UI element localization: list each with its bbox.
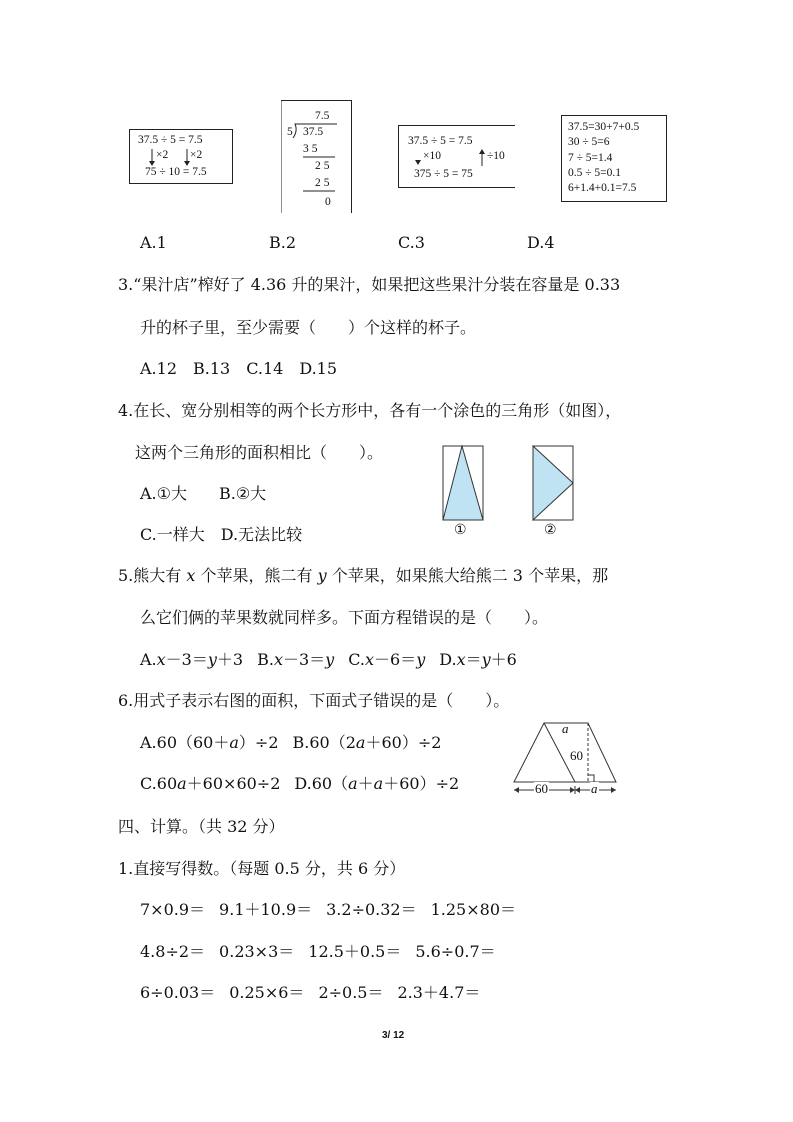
calc-row-1 (140, 900, 516, 920)
q6-line-1: 6.用式子表示右图的面积，下面式子错误的是（ ）。 (118, 691, 510, 710)
q4-label-1: ① (454, 523, 467, 538)
calc-item: 2.3＋4.7＝ (397, 983, 481, 1002)
q6-label-height: 60 (570, 748, 583, 763)
fig3-arrow-right-label: ÷10 (487, 150, 505, 162)
figure-1-box (129, 129, 233, 184)
q3-line-1: 3.“果汁店”榨好了 4.36 升的果汁，如果把这些果汁分装在容量是 0.33 (118, 275, 621, 294)
section-4-title: 四、计算。（共 32 分） (118, 817, 285, 836)
calc-item: 1.25×80＝ (430, 900, 517, 919)
q5-option-b: B.x－3＝y (257, 650, 335, 669)
q4-line-2: 这两个三角形的面积相比（ ）。 (135, 443, 384, 462)
fig2-step3: 25 (315, 177, 333, 189)
calc-item: 6÷0.03＝ (140, 983, 216, 1002)
q5-var-y: y (317, 566, 327, 585)
calc-item: 5.6÷0.7＝ (415, 942, 496, 961)
q6-options-row-1 (140, 733, 441, 753)
figure-3-box (398, 125, 515, 188)
fig3-arrow-left-label: ×10 (423, 150, 441, 162)
q5-option-c: C.x－6＝y (348, 650, 426, 669)
q5-line-1 (118, 566, 608, 586)
q4-options-row-2: C.一样大 D.无法比较 (140, 525, 303, 544)
q6-option-b: B.60（2a＋60）÷2 (292, 733, 442, 752)
q4-triangle-1 (443, 446, 483, 520)
calc-row-2 (140, 942, 496, 962)
q2-option-d: D.4 (527, 233, 555, 252)
q3-line-2: 升的杯子里，至少需要（ ）个这样的杯子。 (140, 318, 477, 337)
q5-var-x: x (186, 566, 196, 585)
fig3-arrow-left-head (415, 160, 421, 165)
q6-label-top-a: a (562, 721, 569, 736)
calc-item: 12.5＋0.5＝ (308, 942, 402, 961)
q4-options-row-1: A.①大 B.②大 (140, 484, 267, 503)
calc-row-3 (140, 983, 480, 1003)
fig2-step2: 25 (315, 160, 333, 172)
q6-option-c: C.60a＋60×60÷2 (140, 774, 281, 793)
figure-4-box (561, 115, 667, 202)
calc-item: 0.23×3＝ (219, 942, 295, 961)
q6-label-bottom-left: 60 (535, 781, 548, 796)
fig2-remainder: 0 (325, 196, 331, 208)
q2-option-c: C.3 (398, 233, 425, 252)
section-4-sub-1: 1.直接写得数。（每题 0.5 分，共 6 分） (118, 859, 406, 878)
fig4-line-3: 7 ÷ 5=1.4 (568, 152, 613, 164)
calc-item: 3.2÷0.32＝ (326, 900, 417, 919)
calc-item: 2÷0.5＝ (318, 983, 384, 1002)
q5-line-2: 么它们俩的苹果数就同样多。下面方程错误的是（ ）。 (140, 608, 549, 627)
calc-item: 0.25×6＝ (229, 983, 305, 1002)
page-number: 3/ 12 (382, 1030, 405, 1041)
fig2-quotient: 7.5 (315, 110, 330, 122)
q5-text-b: 个苹果，熊二有 (195, 566, 318, 585)
q6-label-bottom-right: a (591, 781, 598, 796)
fig2-divisor: 5 (287, 126, 293, 138)
calc-item: 7×0.9＝ (140, 900, 206, 919)
fig2-step1: 35 (303, 143, 321, 155)
fig1-arrow-right-label: ×2 (190, 149, 203, 161)
q5-option-d: D.x＝y＋6 (439, 650, 517, 669)
q4-triangle-2 (533, 446, 573, 520)
q2-option-a: A.1 (140, 233, 167, 252)
fig4-line-5: 6+1.4+0.1=7.5 (568, 182, 637, 194)
fig1-row1: 37.5 ÷ 5 = 7.5 (138, 134, 203, 146)
fig3-row2: 375 ÷ 5 = 75 (414, 168, 473, 180)
fig4-line-2: 30 ÷ 5=6 (568, 136, 610, 148)
q4-label-2: ② (544, 523, 557, 538)
q5-option-a: A.x－3＝y＋3 (140, 650, 244, 669)
fig3-arrow-right-head (479, 149, 485, 154)
q6-options-row-2 (140, 774, 459, 794)
calc-item: 9.1＋10.9＝ (219, 900, 313, 919)
fig2-dividend: 37.5 (303, 126, 324, 138)
q6-option-d: D.60（a＋a＋60）÷2 (294, 774, 460, 793)
calc-item: 4.8÷2＝ (140, 942, 206, 961)
q5-text-c: 个苹果，如果熊大给熊二 3 个苹果，那 (326, 566, 609, 585)
fig3-row1: 37.5 ÷ 5 = 7.5 (408, 135, 473, 147)
fig1-arrow-left-label: ×2 (156, 149, 169, 161)
q6-option-a: A.60（60＋a）÷2 (140, 733, 279, 752)
q2-option-b: B.2 (269, 233, 297, 252)
fig4-line-1: 37.5=30+7+0.5 (568, 121, 640, 133)
fig1-row2: 75 ÷ 10 = 7.5 (145, 166, 207, 178)
q5-text-a: 5.熊大有 (118, 566, 187, 585)
fig4-line-4: 0.5 ÷ 5=0.1 (568, 167, 622, 179)
q4-line-1: 4.在长、宽分别相等的两个长方形中，各有一个涂色的三角形（如图）， (118, 401, 622, 420)
q5-options (140, 650, 517, 670)
figure-2-box (281, 100, 352, 213)
q3-options: A.12 B.13 C.14 D.15 (140, 359, 338, 378)
